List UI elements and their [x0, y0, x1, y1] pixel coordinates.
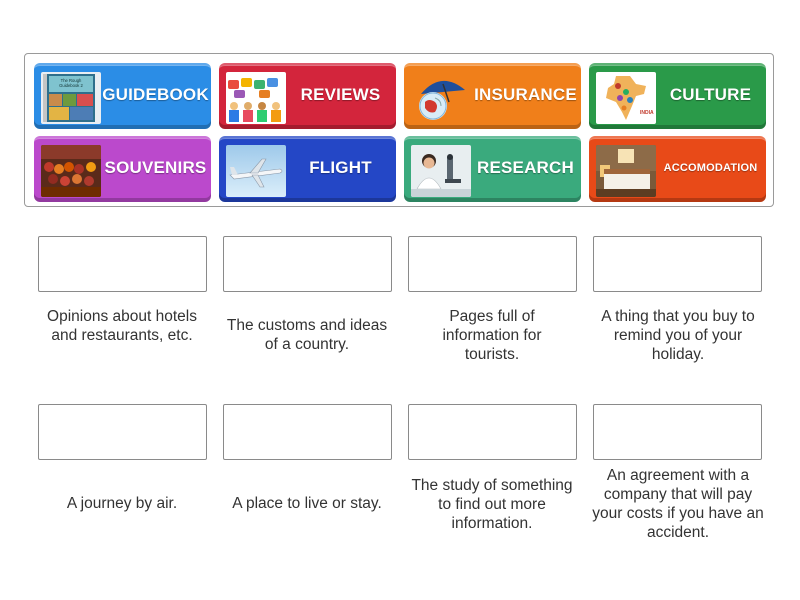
tile-insurance[interactable] — [404, 63, 581, 129]
speech-bubbles-image — [226, 72, 286, 124]
drop-zone-1[interactable] — [38, 236, 207, 292]
airplane-image — [226, 145, 286, 197]
tile-word: FLIGHT — [309, 158, 372, 177]
tile-souvenirs[interactable] — [34, 136, 211, 202]
tile-accomodation[interactable] — [589, 136, 766, 202]
clue-text: Opinions about hotels and restaurants, etc. — [47, 308, 197, 344]
drop-zone-8[interactable] — [593, 404, 762, 460]
drop-zone-5[interactable] — [38, 404, 207, 460]
tile-guidebook[interactable] — [34, 63, 211, 129]
tile-word: REVIEWS — [300, 85, 381, 104]
drop-zone-3[interactable] — [408, 236, 577, 292]
tile-flight[interactable] — [219, 136, 396, 202]
tile-research[interactable] — [404, 136, 581, 202]
tile-reviews[interactable] — [219, 63, 396, 129]
tile-word: SOUVENIRS — [104, 158, 207, 177]
clue-text: The study of something to find out more information. — [411, 477, 573, 532]
clue-text: A journey by air. — [66, 495, 178, 512]
map-label: INDIA — [640, 110, 654, 116]
tile-word: RESEARCH — [476, 158, 574, 177]
guidebook-cover-image — [41, 72, 101, 124]
svg-text:Guidebook 2: Guidebook 2 — [59, 83, 83, 88]
india-map-image — [596, 72, 656, 124]
umbrella-globe-image — [411, 72, 471, 124]
drop-zone-7[interactable] — [408, 404, 577, 460]
clue-text: A thing that you buy to remind you of your holiday. — [601, 308, 755, 363]
tile-word: INSURANCE — [474, 85, 577, 104]
clue-text: An agreement with a company that will pay your costs if you have an accident. — [592, 467, 764, 541]
clue-text: A place to live or stay. — [232, 495, 382, 512]
tile-word: GUIDEBOOK — [102, 85, 209, 104]
market-stall-image — [41, 145, 101, 197]
svg-text:The Rough: The Rough — [60, 78, 82, 83]
drop-zone-4[interactable] — [593, 236, 762, 292]
drop-zone-2[interactable] — [223, 236, 392, 292]
hotel-room-image — [596, 145, 656, 197]
tile-word: CULTURE — [669, 85, 752, 104]
scientist-lab-image — [411, 145, 471, 197]
clue-text: The customs and ideas of a country. — [226, 317, 388, 353]
drop-zone-6[interactable] — [223, 404, 392, 460]
clue-text: Pages full of information for tourists. — [442, 308, 542, 363]
tile-culture[interactable] — [589, 63, 766, 129]
tile-word: ACCOMODATION — [663, 162, 758, 174]
